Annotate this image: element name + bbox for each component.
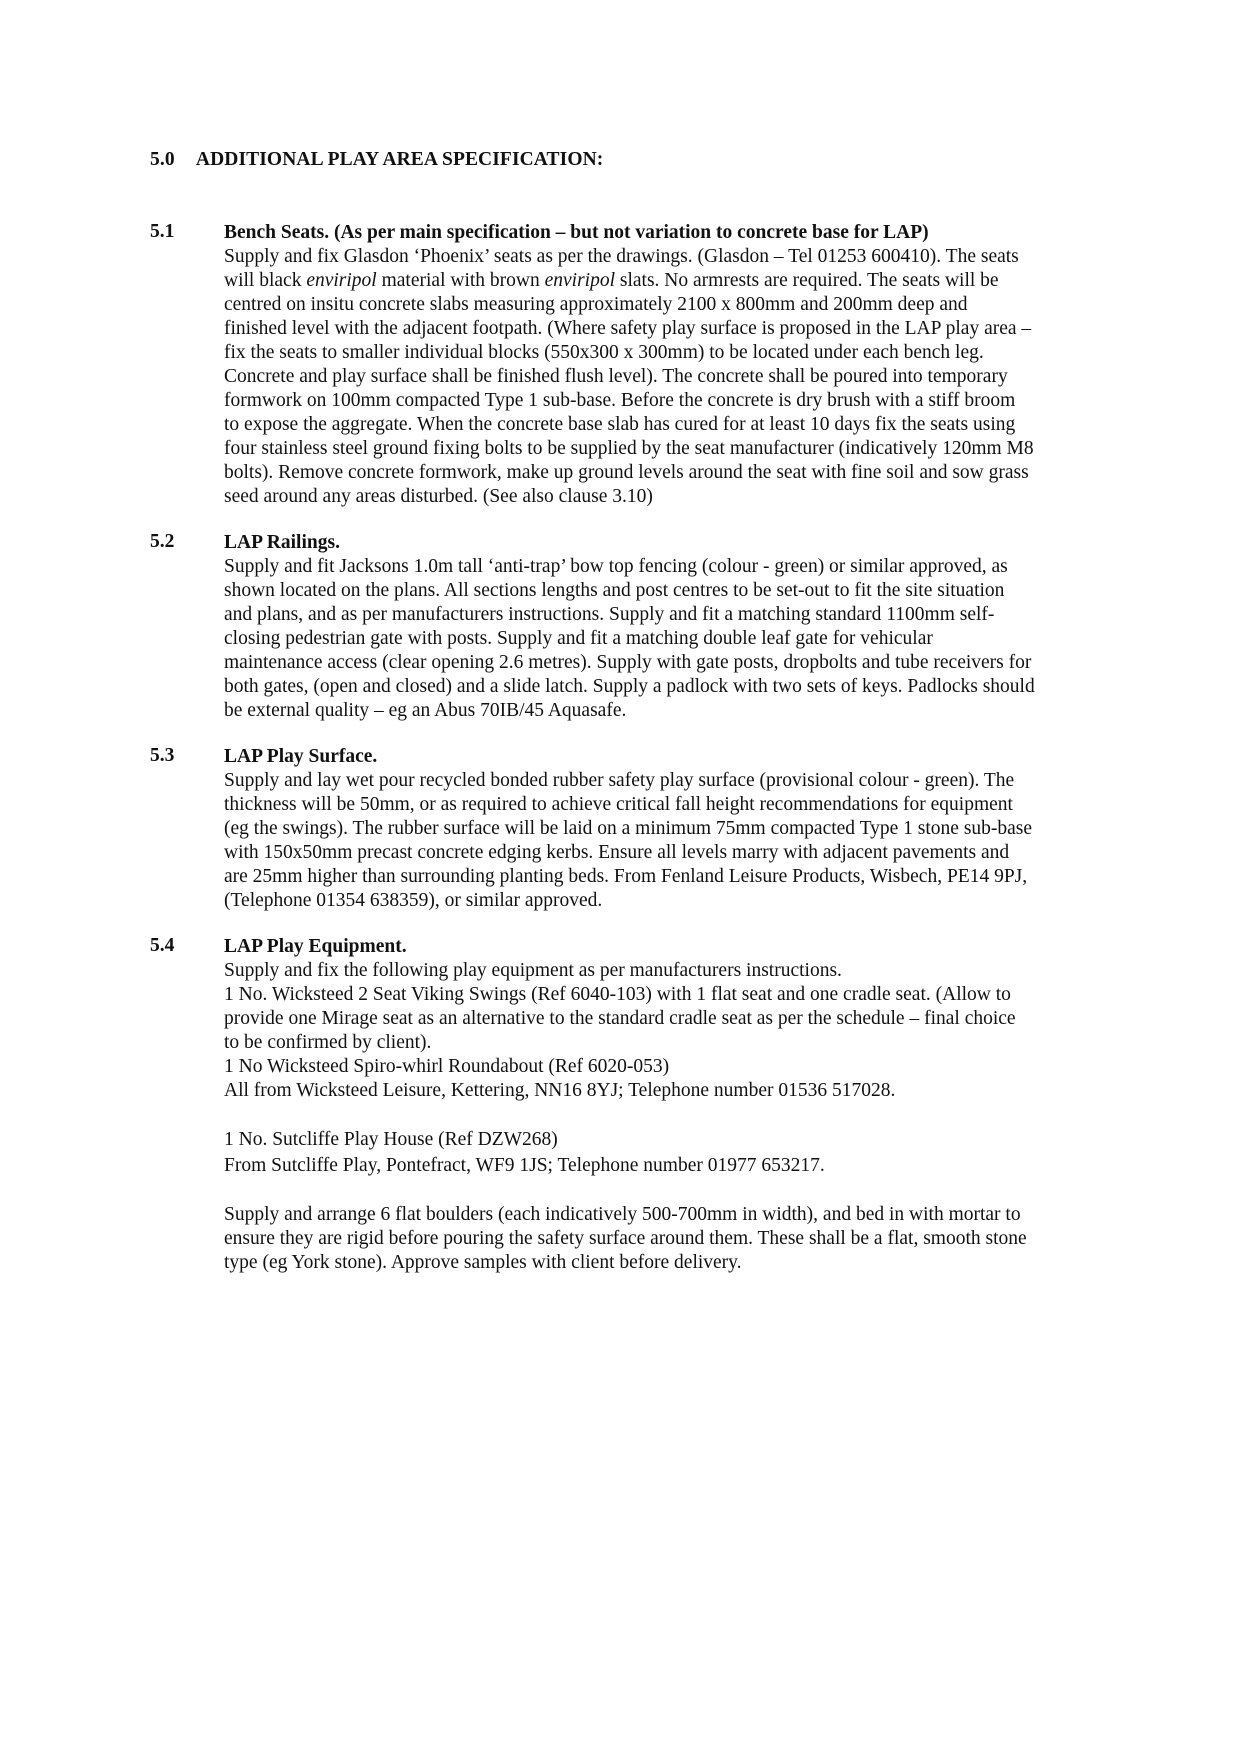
main-heading-title: ADDITIONAL PLAY AREA SPECIFICATION: <box>195 149 604 170</box>
text-line: closing pedestrian gate with posts. Supply and fit a matching double leaf gate for vehicular <box>224 628 933 649</box>
section-number: 5.4 <box>150 935 175 956</box>
section-title: LAP Play Surface. <box>224 746 378 767</box>
text-line: Supply and fix the following play equipment as per manufacturers instructions. <box>224 960 842 981</box>
italic-term: enviripol <box>544 270 616 291</box>
text-line: centred on insitu concrete slabs measuring approximately 2100 x 800mm and 200mm deep and <box>224 294 968 315</box>
section-paragraph-supplier <box>224 1127 1104 1179</box>
section-number: 5.3 <box>150 745 175 766</box>
text-line: 1 No. Wicksteed 2 Seat Viking Swings (Ref 6040-103) with 1 flat seat and one cradle seat. (Allow to <box>224 984 1011 1005</box>
text-line: ensure they are rigid before pouring the safety surface around them. These shall be a flat, smooth stone <box>224 1228 1027 1249</box>
section-paragraph <box>224 245 1104 509</box>
text-line: maintenance access (clear opening 2.6 metres). Supply with gate posts, dropbolts and tube receivers for <box>224 652 1032 673</box>
text-line: both gates, (open and closed) and a slide latch. Supply a padlock with two sets of keys. Padlocks should <box>224 676 1035 697</box>
section-body <box>224 745 1104 913</box>
main-heading <box>150 149 603 171</box>
text-line: All from Wicksteed Leisure, Kettering, NN16 8YJ; Telephone number 01536 517028. <box>224 1080 896 1101</box>
text-line: are 25mm higher than surrounding planting beds. From Fenland Leisure Products, Wisbech, PE14 9PJ, <box>224 866 1028 887</box>
text-line: 1 No. Sutcliffe Play House (Ref DZW268) <box>224 1129 558 1150</box>
text-line: (Telephone 01354 638359), or similar approved. <box>224 890 603 911</box>
section-paragraph <box>224 959 1104 1103</box>
text-line: thickness will be 50mm, or as required to achieve critical fall height recommendations for equipment <box>224 794 1013 815</box>
section-paragraph <box>224 555 1104 723</box>
section-body <box>224 221 1104 509</box>
text-line: Supply and arrange 6 flat boulders (each indicatively 500-700mm in width), and bed in with mortar to <box>224 1204 1021 1225</box>
text-line: seed around any areas disturbed. (See also clause 3.10) <box>224 486 653 507</box>
section-paragraph-boulders <box>224 1203 1104 1275</box>
main-heading-number: 5.0 <box>150 149 175 170</box>
section-title: Bench Seats. (As per main specification – but not variation to concrete base for LAP) <box>224 222 929 243</box>
text-line: 1 No Wicksteed Spiro-whirl Roundabout (Ref 6020-053) <box>224 1056 670 1077</box>
text-line: Supply and lay wet pour recycled bonded rubber safety play surface (provisional colour - green). The <box>224 770 1015 791</box>
text-line: and plans, and as per manufacturers instructions. Supply and fit a matching standard 1100mm self- <box>224 604 995 625</box>
text-line: with 150x50mm precast concrete edging kerbs. Ensure all levels marry with adjacent pavements and <box>224 842 1010 863</box>
text-line: Supply and fit Jacksons 1.0m tall ‘anti-trap’ bow top fencing (colour - green) or similar approved, as <box>224 556 1008 577</box>
text-line: finished level with the adjacent footpath. (Where safety play surface is proposed in the LAP play area – <box>224 318 1032 339</box>
section-paragraph <box>224 769 1104 913</box>
section-body <box>224 531 1104 723</box>
text-line: Supply and fix Glasdon ‘Phoenix’ seats as per the drawings. (Glasdon – Tel 01253 600410). The seats <box>224 246 1019 267</box>
text-line: fix the seats to smaller individual blocks (550x300 x 300mm) to be located under each bench leg. <box>224 342 984 363</box>
text-line: type (eg York stone). Approve samples with client before delivery. <box>224 1252 742 1273</box>
section-body <box>224 935 1104 1275</box>
text-line: to expose the aggregate. When the concrete base slab has cured for at least 10 days fix the seats using <box>224 414 1016 435</box>
section-number: 5.2 <box>150 531 175 552</box>
text-line: Concrete and play surface shall be finished flush level). The concrete shall be poured into temporary <box>224 366 1008 387</box>
text-line: shown located on the plans. All sections lengths and post centres to be set-out to fit the site situation <box>224 580 1005 601</box>
text-line: will black enviripol material with brown enviripol slats. No armrests are required. The seats will be <box>224 270 999 291</box>
paragraph-gap <box>224 1103 1104 1127</box>
italic-term: enviripol <box>306 270 377 291</box>
section-title: LAP Railings. <box>224 532 340 553</box>
section-title: LAP Play Equipment. <box>224 936 407 957</box>
text-line: bolts). Remove concrete formwork, make up ground levels around the seat with fine soil and sow grass <box>224 462 1029 483</box>
text-line: From Sutcliffe Play, Pontefract, WF9 1JS; Telephone number 01977 653217. <box>224 1155 825 1176</box>
text-line: be external quality – eg an Abus 70IB/45 Aquasafe. <box>224 700 627 721</box>
text-line: to be confirmed by client). <box>224 1032 432 1053</box>
text-line: formwork on 100mm compacted Type 1 sub-base. Before the concrete is dry brush with a stiff broom <box>224 390 1016 411</box>
text-line: provide one Mirage seat as an alternative to the standard cradle seat as per the schedule – final choice <box>224 1008 1016 1029</box>
text-line: (eg the swings). The rubber surface will be laid on a minimum 75mm compacted Type 1 stone sub-base <box>224 818 1033 839</box>
paragraph-gap <box>224 1179 1104 1203</box>
text-line: four stainless steel ground fixing bolts to be supplied by the seat manufacturer (indicatively 120mm M8 <box>224 438 1034 459</box>
section-number: 5.1 <box>150 221 175 242</box>
